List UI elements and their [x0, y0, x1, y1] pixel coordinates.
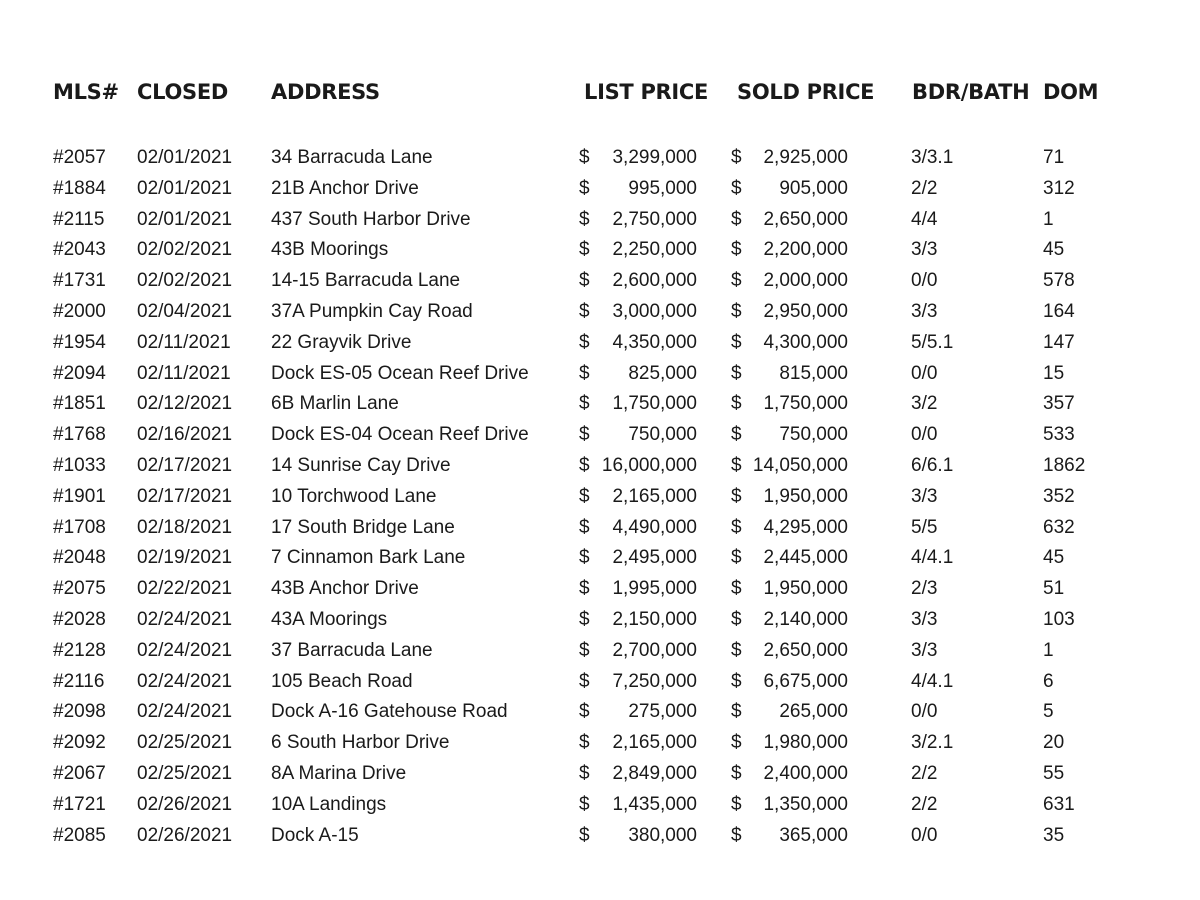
cell-sold-currency: $ — [731, 793, 742, 815]
cell-list-currency: $ — [579, 239, 590, 261]
header-closed: CLOSED — [137, 80, 228, 104]
cell-mls: #1884 — [53, 177, 106, 199]
cell-closed-date: 02/26/2021 — [137, 824, 233, 846]
cell-sold-price: 1,750,000 — [763, 393, 848, 415]
cell-closed-date: 02/18/2021 — [137, 516, 233, 538]
cell-list-price: 2,250,000 — [612, 239, 697, 261]
header-address: ADDRESS — [271, 80, 380, 104]
cell-address: 34 Barracuda Lane — [271, 147, 433, 168]
cell-bdr-bath: 3/3.1 — [911, 147, 954, 168]
cell-closed-date: 02/19/2021 — [137, 547, 233, 569]
cell-list-price: 995,000 — [628, 177, 697, 199]
cell-sold-currency: $ — [731, 485, 742, 507]
cell-list-price: 3,299,000 — [612, 147, 697, 168]
cell-dom: 578 — [1043, 270, 1075, 292]
cell-closed-date: 02/01/2021 — [137, 177, 233, 199]
table-row — [0, 730, 1200, 761]
header-dom: DOM — [1043, 80, 1099, 104]
table-row — [0, 699, 1200, 730]
cell-bdr-bath: 3/3 — [911, 608, 938, 630]
cell-sold-currency: $ — [731, 547, 742, 569]
cell-address: 43B Moorings — [271, 239, 389, 261]
cell-dom: 533 — [1043, 424, 1075, 446]
cell-list-currency: $ — [579, 454, 590, 476]
cell-sold-currency: $ — [731, 578, 742, 600]
cell-list-price: 1,750,000 — [612, 393, 697, 415]
cell-list-currency: $ — [579, 300, 590, 322]
cell-list-price: 2,165,000 — [612, 732, 697, 754]
cell-sold-currency: $ — [731, 424, 742, 446]
cell-list-currency: $ — [579, 331, 590, 353]
header-mls: MLS# — [53, 80, 119, 104]
table-row — [0, 299, 1200, 330]
cell-address: 37A Pumpkin Cay Road — [271, 300, 473, 322]
cell-sold-price: 1,350,000 — [763, 793, 848, 815]
cell-mls: #2094 — [53, 362, 106, 384]
cell-mls: #2085 — [53, 824, 106, 846]
cell-sold-currency: $ — [731, 732, 742, 754]
cell-address: 14-15 Barracuda Lane — [271, 270, 461, 292]
cell-closed-date: 02/24/2021 — [137, 701, 233, 723]
cell-list-currency: $ — [579, 424, 590, 446]
table-row — [0, 237, 1200, 268]
cell-address: 10 Torchwood Lane — [271, 485, 437, 507]
cell-mls: #1721 — [53, 793, 106, 815]
cell-list-currency: $ — [579, 578, 590, 600]
cell-list-price: 2,150,000 — [612, 608, 697, 630]
cell-sold-price: 6,675,000 — [763, 670, 848, 692]
cell-address: 43B Anchor Drive — [271, 578, 419, 600]
cell-sold-price: 14,050,000 — [752, 454, 848, 476]
table-row — [0, 607, 1200, 638]
table-row — [0, 484, 1200, 515]
cell-list-price: 750,000 — [628, 424, 697, 446]
cell-sold-price: 2,950,000 — [763, 300, 848, 322]
cell-bdr-bath: 3/2.1 — [911, 732, 954, 754]
cell-dom: 71 — [1043, 147, 1065, 168]
cell-sold-currency: $ — [731, 670, 742, 692]
cell-sold-currency: $ — [731, 762, 742, 784]
cell-address: 43A Moorings — [271, 608, 388, 630]
table-row — [0, 823, 1200, 854]
table-row — [0, 453, 1200, 484]
cell-list-currency: $ — [579, 670, 590, 692]
cell-list-currency: $ — [579, 270, 590, 292]
table-row — [0, 576, 1200, 607]
cell-dom: 45 — [1043, 239, 1065, 261]
cell-mls: #2098 — [53, 701, 106, 723]
cell-list-currency: $ — [579, 608, 590, 630]
cell-closed-date: 02/11/2021 — [137, 362, 231, 384]
cell-sold-currency: $ — [731, 147, 742, 168]
cell-list-price: 2,750,000 — [612, 208, 697, 230]
cell-list-price: 2,600,000 — [612, 270, 697, 292]
cell-sold-currency: $ — [731, 701, 742, 723]
cell-list-currency: $ — [579, 147, 590, 168]
cell-list-currency: $ — [579, 393, 590, 415]
table-row — [0, 669, 1200, 700]
cell-closed-date: 02/01/2021 — [137, 147, 233, 168]
cell-sold-price: 905,000 — [779, 177, 848, 199]
cell-closed-date: 02/22/2021 — [137, 578, 233, 600]
cell-sold-price: 2,650,000 — [763, 639, 848, 661]
cell-dom: 55 — [1043, 762, 1065, 784]
table-row — [0, 145, 1200, 176]
cell-list-price: 16,000,000 — [601, 454, 697, 476]
cell-closed-date: 02/02/2021 — [137, 270, 233, 292]
cell-list-price: 380,000 — [628, 824, 697, 846]
cell-sold-currency: $ — [731, 270, 742, 292]
cell-mls: #1901 — [53, 485, 106, 507]
cell-list-currency: $ — [579, 762, 590, 784]
cell-bdr-bath: 0/0 — [911, 824, 938, 846]
cell-dom: 1862 — [1043, 454, 1086, 476]
cell-list-currency: $ — [579, 701, 590, 723]
cell-sold-currency: $ — [731, 208, 742, 230]
cell-dom: 45 — [1043, 547, 1065, 569]
cell-sold-currency: $ — [731, 639, 742, 661]
cell-sold-currency: $ — [731, 177, 742, 199]
cell-sold-price: 1,950,000 — [763, 485, 848, 507]
cell-sold-price: 2,400,000 — [763, 762, 848, 784]
cell-address: 17 South Bridge Lane — [271, 516, 455, 538]
cell-mls: #1954 — [53, 331, 106, 353]
cell-bdr-bath: 0/0 — [911, 424, 938, 446]
cell-sold-price: 1,980,000 — [763, 732, 848, 754]
cell-address: 22 Grayvik Drive — [271, 331, 412, 353]
cell-list-currency: $ — [579, 639, 590, 661]
cell-address: 37 Barracuda Lane — [271, 639, 433, 661]
cell-address: 7 Cinnamon Bark Lane — [271, 547, 466, 569]
cell-address: 8A Marina Drive — [271, 762, 407, 784]
cell-list-price: 825,000 — [628, 362, 697, 384]
cell-bdr-bath: 4/4.1 — [911, 670, 954, 692]
cell-dom: 35 — [1043, 824, 1065, 846]
cell-dom: 6 — [1043, 670, 1054, 692]
cell-closed-date: 02/01/2021 — [137, 208, 233, 230]
cell-sold-price: 265,000 — [779, 701, 848, 723]
cell-sold-currency: $ — [731, 239, 742, 261]
table-row — [0, 391, 1200, 422]
cell-dom: 1 — [1043, 639, 1054, 661]
cell-closed-date: 02/17/2021 — [137, 454, 233, 476]
cell-sold-currency: $ — [731, 824, 742, 846]
cell-sold-price: 750,000 — [779, 424, 848, 446]
cell-mls: #2028 — [53, 608, 106, 630]
cell-sold-price: 365,000 — [779, 824, 848, 846]
cell-bdr-bath: 3/3 — [911, 485, 938, 507]
cell-address: 14 Sunrise Cay Drive — [271, 454, 451, 476]
cell-sold-price: 815,000 — [779, 362, 848, 384]
cell-sold-price: 2,445,000 — [763, 547, 848, 569]
cell-dom: 631 — [1043, 793, 1075, 815]
cell-address: 10A Landings — [271, 793, 387, 815]
cell-list-price: 4,350,000 — [612, 331, 697, 353]
cell-bdr-bath: 4/4 — [911, 208, 938, 230]
table-header — [0, 80, 1200, 112]
cell-address: 6 South Harbor Drive — [271, 732, 450, 754]
cell-mls: #2043 — [53, 239, 106, 261]
header-sold-price: SOLD PRICE — [737, 80, 875, 104]
table-row — [0, 176, 1200, 207]
cell-bdr-bath: 5/5 — [911, 516, 938, 538]
cell-list-price: 3,000,000 — [612, 300, 697, 322]
table-row — [0, 330, 1200, 361]
cell-dom: 5 — [1043, 701, 1054, 723]
table-row — [0, 545, 1200, 576]
cell-closed-date: 02/02/2021 — [137, 239, 233, 261]
cell-bdr-bath: 0/0 — [911, 270, 938, 292]
header-bdr-bath: BDR/BATH — [912, 80, 1030, 104]
cell-mls: #1708 — [53, 516, 106, 538]
cell-list-price: 2,165,000 — [612, 485, 697, 507]
cell-bdr-bath: 6/6.1 — [911, 454, 954, 476]
cell-closed-date: 02/26/2021 — [137, 793, 233, 815]
cell-sold-price: 4,295,000 — [763, 516, 848, 538]
cell-address: 21B Anchor Drive — [271, 177, 419, 199]
cell-list-currency: $ — [579, 516, 590, 538]
cell-sold-currency: $ — [731, 608, 742, 630]
cell-sold-price: 2,200,000 — [763, 239, 848, 261]
cell-sold-currency: $ — [731, 300, 742, 322]
cell-mls: #1033 — [53, 454, 106, 476]
cell-list-price: 4,490,000 — [612, 516, 697, 538]
cell-closed-date: 02/04/2021 — [137, 300, 233, 322]
cell-dom: 20 — [1043, 732, 1065, 754]
cell-list-price: 2,849,000 — [612, 762, 697, 784]
cell-list-price: 1,435,000 — [612, 793, 697, 815]
cell-closed-date: 02/25/2021 — [137, 732, 233, 754]
cell-mls: #2116 — [53, 670, 105, 692]
cell-mls: #2067 — [53, 762, 106, 784]
cell-bdr-bath: 2/2 — [911, 177, 938, 199]
cell-bdr-bath: 0/0 — [911, 362, 938, 384]
cell-closed-date: 02/12/2021 — [137, 393, 233, 415]
cell-address: Dock ES-05 Ocean Reef Drive — [271, 362, 529, 384]
cell-mls: #1731 — [53, 270, 106, 292]
cell-list-currency: $ — [579, 793, 590, 815]
cell-mls: #2000 — [53, 300, 106, 322]
table-row — [0, 515, 1200, 546]
cell-closed-date: 02/16/2021 — [137, 424, 233, 446]
cell-dom: 147 — [1043, 331, 1075, 353]
table-row — [0, 792, 1200, 823]
cell-mls: #2128 — [53, 639, 106, 661]
cell-list-currency: $ — [579, 208, 590, 230]
cell-dom: 15 — [1043, 362, 1065, 384]
table-row — [0, 638, 1200, 669]
cell-sold-currency: $ — [731, 362, 742, 384]
cell-list-price: 7,250,000 — [612, 670, 697, 692]
cell-sold-price: 2,000,000 — [763, 270, 848, 292]
cell-dom: 1 — [1043, 208, 1054, 230]
cell-mls: #2092 — [53, 732, 106, 754]
table-row — [0, 361, 1200, 392]
cell-mls: #2075 — [53, 578, 106, 600]
cell-list-price: 2,495,000 — [612, 547, 697, 569]
cell-bdr-bath: 5/5.1 — [911, 331, 954, 353]
cell-bdr-bath: 0/0 — [911, 701, 938, 723]
cell-bdr-bath: 4/4.1 — [911, 547, 954, 569]
table-row — [0, 422, 1200, 453]
cell-dom: 103 — [1043, 608, 1075, 630]
cell-address: Dock A-15 — [271, 824, 359, 846]
cell-sold-price: 2,140,000 — [763, 608, 848, 630]
cell-mls: #2048 — [53, 547, 106, 569]
cell-list-currency: $ — [579, 732, 590, 754]
table-row — [0, 761, 1200, 792]
cell-address: 105 Beach Road — [271, 670, 413, 692]
cell-sold-price: 1,950,000 — [763, 578, 848, 600]
cell-bdr-bath: 3/3 — [911, 639, 938, 661]
cell-address: Dock ES-04 Ocean Reef Drive — [271, 424, 529, 446]
cell-mls: #1851 — [53, 393, 106, 415]
cell-sold-price: 4,300,000 — [763, 331, 848, 353]
table-body — [0, 145, 1200, 853]
cell-address: 6B Marlin Lane — [271, 393, 399, 415]
cell-dom: 312 — [1043, 177, 1075, 199]
cell-mls: #2115 — [53, 208, 105, 230]
cell-closed-date: 02/25/2021 — [137, 762, 233, 784]
cell-bdr-bath: 2/2 — [911, 762, 938, 784]
cell-address: 437 South Harbor Drive — [271, 208, 471, 230]
table-row — [0, 268, 1200, 299]
cell-sold-currency: $ — [731, 454, 742, 476]
cell-closed-date: 02/17/2021 — [137, 485, 233, 507]
cell-list-currency: $ — [579, 547, 590, 569]
cell-list-price: 2,700,000 — [612, 639, 697, 661]
cell-sold-currency: $ — [731, 393, 742, 415]
cell-sold-price: 2,650,000 — [763, 208, 848, 230]
header-list-price: LIST PRICE — [584, 80, 709, 104]
cell-bdr-bath: 2/2 — [911, 793, 938, 815]
cell-mls: #2057 — [53, 147, 106, 168]
cell-sold-currency: $ — [731, 331, 742, 353]
cell-list-currency: $ — [579, 362, 590, 384]
cell-list-price: 1,995,000 — [612, 578, 697, 600]
cell-closed-date: 02/11/2021 — [137, 331, 231, 353]
cell-address: Dock A-16 Gatehouse Road — [271, 701, 508, 723]
cell-bdr-bath: 3/3 — [911, 239, 938, 261]
cell-bdr-bath: 3/2 — [911, 393, 938, 415]
cell-bdr-bath: 2/3 — [911, 578, 938, 600]
cell-dom: 51 — [1043, 578, 1065, 600]
cell-closed-date: 02/24/2021 — [137, 639, 233, 661]
cell-dom: 164 — [1043, 300, 1075, 322]
cell-closed-date: 02/24/2021 — [137, 608, 233, 630]
cell-sold-currency: $ — [731, 516, 742, 538]
cell-dom: 352 — [1043, 485, 1075, 507]
table-row — [0, 207, 1200, 238]
cell-mls: #1768 — [53, 424, 106, 446]
cell-list-currency: $ — [579, 177, 590, 199]
cell-dom: 357 — [1043, 393, 1075, 415]
cell-bdr-bath: 3/3 — [911, 300, 938, 322]
cell-dom: 632 — [1043, 516, 1075, 538]
cell-list-currency: $ — [579, 485, 590, 507]
cell-list-currency: $ — [579, 824, 590, 846]
cell-list-price: 275,000 — [628, 701, 697, 723]
cell-sold-price: 2,925,000 — [763, 147, 848, 168]
cell-closed-date: 02/24/2021 — [137, 670, 233, 692]
